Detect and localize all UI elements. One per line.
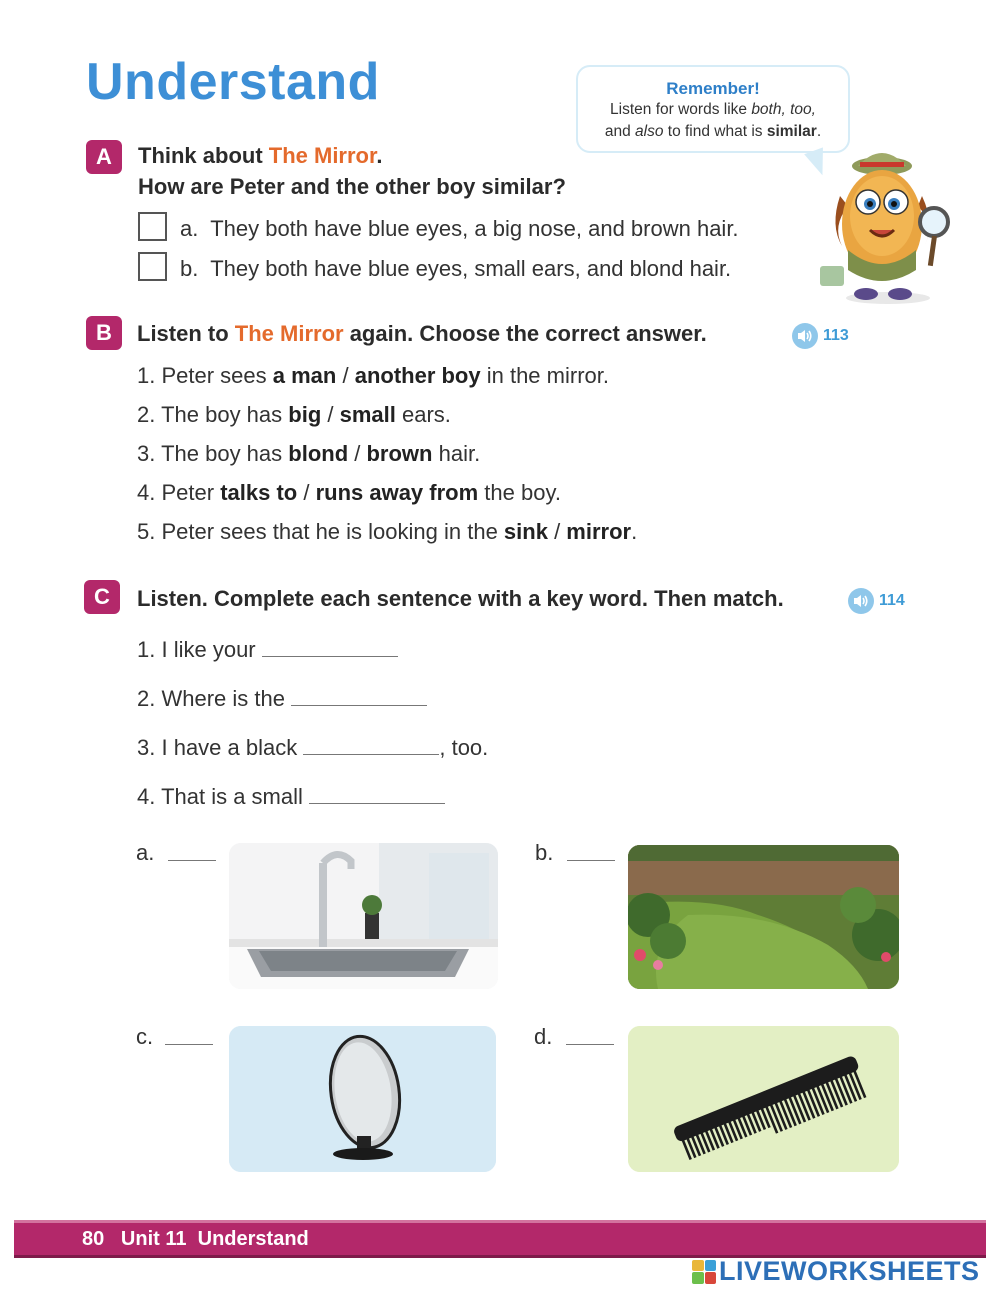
detective-mascot-icon: [818, 146, 958, 306]
sentence-2: 2. Where is the: [137, 686, 427, 712]
item-text: The boy has: [161, 402, 289, 427]
section-c-badge: C: [84, 580, 120, 614]
speaker-icon: [792, 323, 818, 349]
section-a-badge: A: [86, 140, 122, 174]
item-text: The boy has: [161, 441, 289, 466]
footer: [82, 1228, 309, 1251]
item-text: Peter sees: [161, 363, 273, 388]
item-text: Peter: [161, 480, 221, 505]
sink-photo: [229, 843, 498, 989]
choice-separator: /: [547, 519, 567, 544]
option-b-checkbox[interactable]: [138, 252, 167, 281]
item-text: in the mirror.: [480, 363, 609, 388]
section-b-badge: B: [86, 316, 122, 350]
choice-separator: /: [297, 480, 316, 505]
item-number: 2.: [137, 402, 156, 427]
option-a-checkbox[interactable]: [138, 212, 167, 241]
item-number: 4.: [137, 480, 156, 505]
sentence-4: 4. That is a small: [137, 784, 445, 810]
picture-b-blank[interactable]: [567, 860, 615, 861]
choice-option-2[interactable]: mirror: [566, 519, 632, 544]
item-number: 5.: [137, 519, 156, 544]
choice-option-1[interactable]: a man: [272, 363, 337, 388]
picture-d-letter: d.: [534, 1024, 553, 1049]
story-title: The Mirror: [234, 321, 344, 346]
sentence-1: 1. I like your: [137, 637, 398, 663]
answer-blank[interactable]: [309, 786, 445, 804]
item-text: Peter sees that he is looking in the: [161, 519, 504, 544]
comb-photo: [628, 1026, 899, 1172]
section-c-heading: Listen. Complete each sentence with a key word. Then match.: [137, 586, 784, 611]
section-b-heading: Listen to The Mirror again. Choose the correct answer.: [137, 321, 707, 346]
choice-option-2[interactable]: another boy: [354, 363, 481, 388]
choice-separator: /: [336, 363, 355, 388]
section-a-question-1: Think about The Mirror.: [138, 143, 383, 168]
page-number: 80: [82, 1228, 105, 1250]
audio-track-number: 113: [823, 327, 849, 344]
section-a-question-2: How are Peter and the other boy similar?: [138, 174, 566, 199]
item-number: 3.: [137, 441, 156, 466]
answer-blank[interactable]: [303, 737, 439, 755]
choice-option-2[interactable]: brown: [366, 441, 433, 466]
item-text: the boy.: [478, 480, 561, 505]
choice-separator: /: [321, 402, 340, 427]
remember-line-1: Listen for words like both, too,: [610, 101, 816, 118]
choice-option-2[interactable]: small: [339, 402, 396, 427]
picture-a-blank[interactable]: [168, 860, 216, 861]
story-title: The Mirror: [268, 143, 377, 168]
audio-track-number: 114: [879, 592, 905, 609]
remember-title: Remember!: [666, 79, 760, 98]
audio-track-113[interactable]: [792, 323, 849, 349]
watermark-text: LIVEWORKSHEETS: [719, 1256, 980, 1286]
choice-option-1[interactable]: big: [288, 402, 322, 427]
choice-item-4: [137, 480, 561, 506]
liveworksheets-logo-icon: [692, 1260, 716, 1284]
item-text: ears.: [395, 402, 451, 427]
picture-b-letter: b.: [535, 840, 554, 865]
audio-track-114[interactable]: [848, 588, 905, 614]
choice-option-1[interactable]: talks to: [220, 480, 298, 505]
answer-blank[interactable]: [291, 688, 427, 706]
option-a: a. They both have blue eyes, a big nose, and brown hair.: [180, 216, 739, 241]
mirror-photo: [229, 1026, 496, 1172]
remember-line-2: and also to find what is similar.: [604, 123, 822, 140]
footer-unit: Unit 11: [120, 1228, 187, 1250]
page-title: Understand: [86, 53, 380, 111]
choice-item-3: [137, 441, 480, 467]
speaker-icon: [848, 588, 874, 614]
picture-c-blank[interactable]: [165, 1044, 213, 1045]
picture-c-letter: c.: [136, 1024, 154, 1049]
choice-option-2[interactable]: runs away from: [315, 480, 479, 505]
garden-photo: [628, 845, 899, 989]
liveworksheets-watermark: [692, 1256, 980, 1287]
choice-item-1: [137, 363, 609, 389]
item-text: .: [631, 519, 638, 544]
choice-option-1[interactable]: sink: [503, 519, 548, 544]
item-text: hair.: [432, 441, 481, 466]
choice-item-2: [137, 402, 451, 428]
footer-section: Understand: [197, 1228, 309, 1250]
item-number: 1.: [137, 363, 156, 388]
answer-blank[interactable]: [262, 639, 398, 657]
remember-callout: [576, 65, 850, 153]
picture-d-blank[interactable]: [566, 1044, 614, 1045]
choice-option-1[interactable]: blond: [288, 441, 349, 466]
choice-item-5: [137, 519, 637, 545]
choice-separator: /: [348, 441, 367, 466]
option-b: b. They both have blue eyes, small ears, and blond hair.: [180, 256, 732, 281]
sentence-3: 3. I have a black , too.: [137, 735, 489, 760]
picture-a-letter: a.: [136, 840, 155, 865]
